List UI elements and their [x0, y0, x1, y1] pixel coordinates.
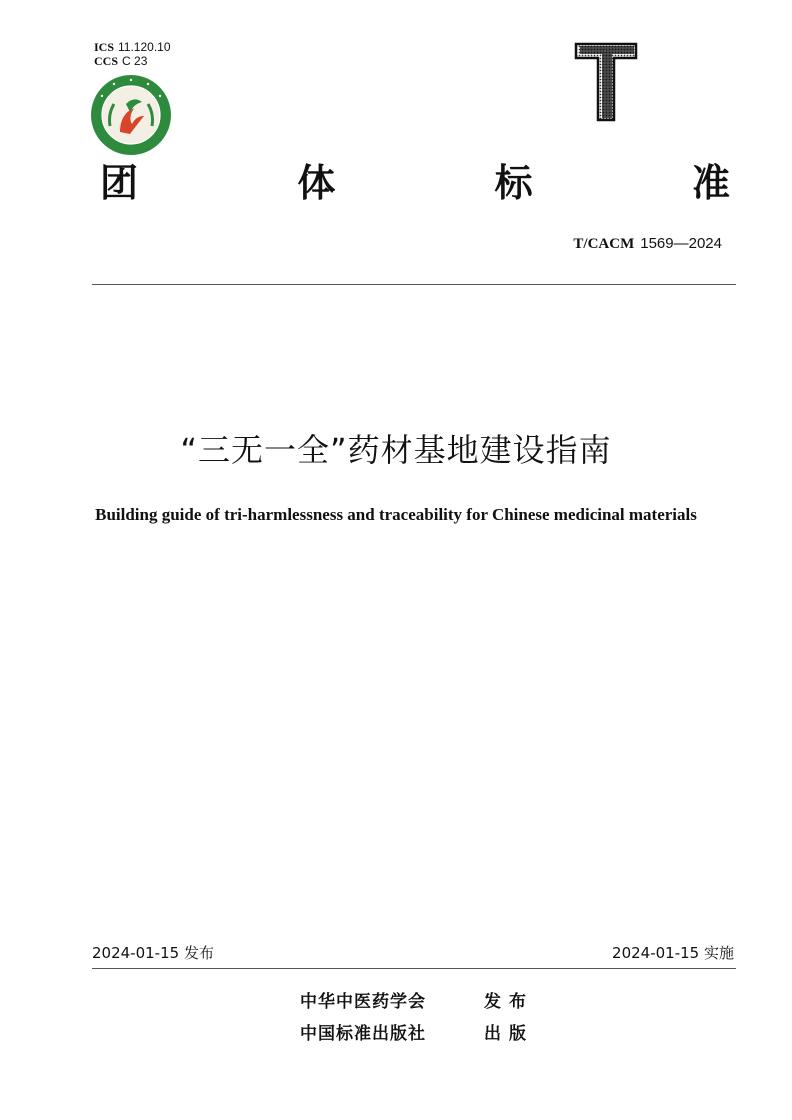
- classification-codes: [94, 40, 171, 68]
- title-chinese: “三无一全”药材基地建设指南: [180, 431, 612, 469]
- ccs-label: CCS: [94, 54, 119, 68]
- publisher-name: 中华中医药学会: [300, 992, 426, 1012]
- ccs-code: [94, 54, 171, 68]
- standard-number-value: 1569—2024: [640, 235, 722, 252]
- press-row: [300, 1022, 534, 1046]
- association-logo-icon: [90, 74, 172, 156]
- standard-number-prefix: T/CACM: [573, 236, 635, 252]
- standard-letter-t: [572, 42, 640, 122]
- title-english: Building guide of tri-harmlessness and traceability for Chinese medicinal materials: [95, 505, 697, 524]
- publisher-role: 发布: [484, 992, 534, 1012]
- standard-type-char: 标: [494, 161, 533, 205]
- implementation-date: 2024-01-15 实施: [612, 944, 734, 962]
- standard-number: [573, 234, 722, 254]
- standard-type-char: 团: [100, 161, 139, 205]
- ics-code: [94, 40, 171, 54]
- ics-value: 11.120.10: [118, 40, 171, 54]
- publisher-row: [300, 990, 534, 1014]
- top-divider: [92, 284, 736, 285]
- bottom-divider: [92, 968, 736, 969]
- big-letter-text: T: [605, 92, 607, 93]
- press-name: 中国标准出版社: [300, 1024, 426, 1044]
- standard-type-char: 准: [691, 161, 730, 205]
- standard-type-char: 体: [297, 161, 336, 205]
- ccs-value: C 23: [122, 54, 148, 68]
- ics-label: ICS: [94, 40, 115, 54]
- issue-date: 2024-01-15 发布: [92, 944, 214, 962]
- press-role: 出版: [484, 1024, 534, 1044]
- standard-type-heading: [100, 158, 730, 208]
